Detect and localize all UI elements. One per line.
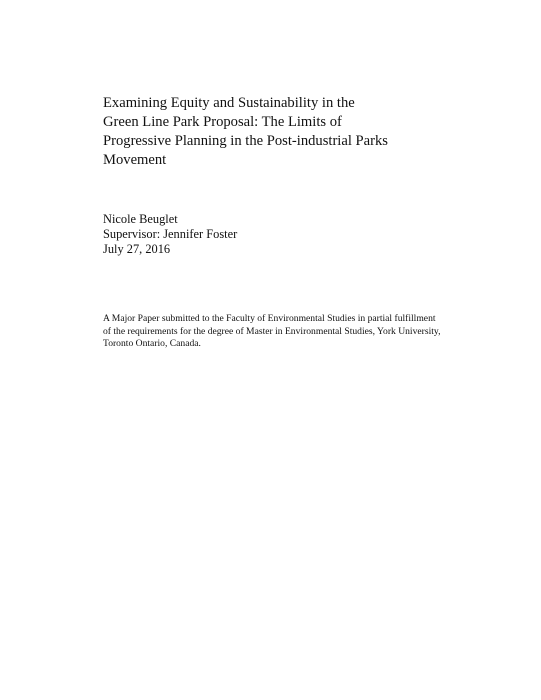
statement-line: of the requirements for the degree of Master in Environmental Studies, York University, [103, 325, 441, 337]
submission-date: July 27, 2016 [103, 242, 171, 256]
paper-title [103, 94, 463, 170]
title-line: Green Line Park Proposal: The Limits of [103, 114, 342, 130]
author-info [103, 212, 403, 257]
title-line: Progressive Planning in the Post-industrial Parks [103, 133, 388, 149]
title-line: Examining Equity and Sustainability in the [103, 95, 355, 111]
author-name: Nicole Beuglet [103, 212, 178, 226]
submission-statement [103, 313, 503, 351]
supervisor-line: Supervisor: Jennifer Foster [103, 227, 238, 241]
statement-line: A Major Paper submitted to the Faculty of Environmental Studies in partial fulfillment [103, 313, 436, 324]
title-line: Movement [103, 152, 167, 168]
statement-line: Toronto Ontario, Canada. [103, 338, 201, 349]
